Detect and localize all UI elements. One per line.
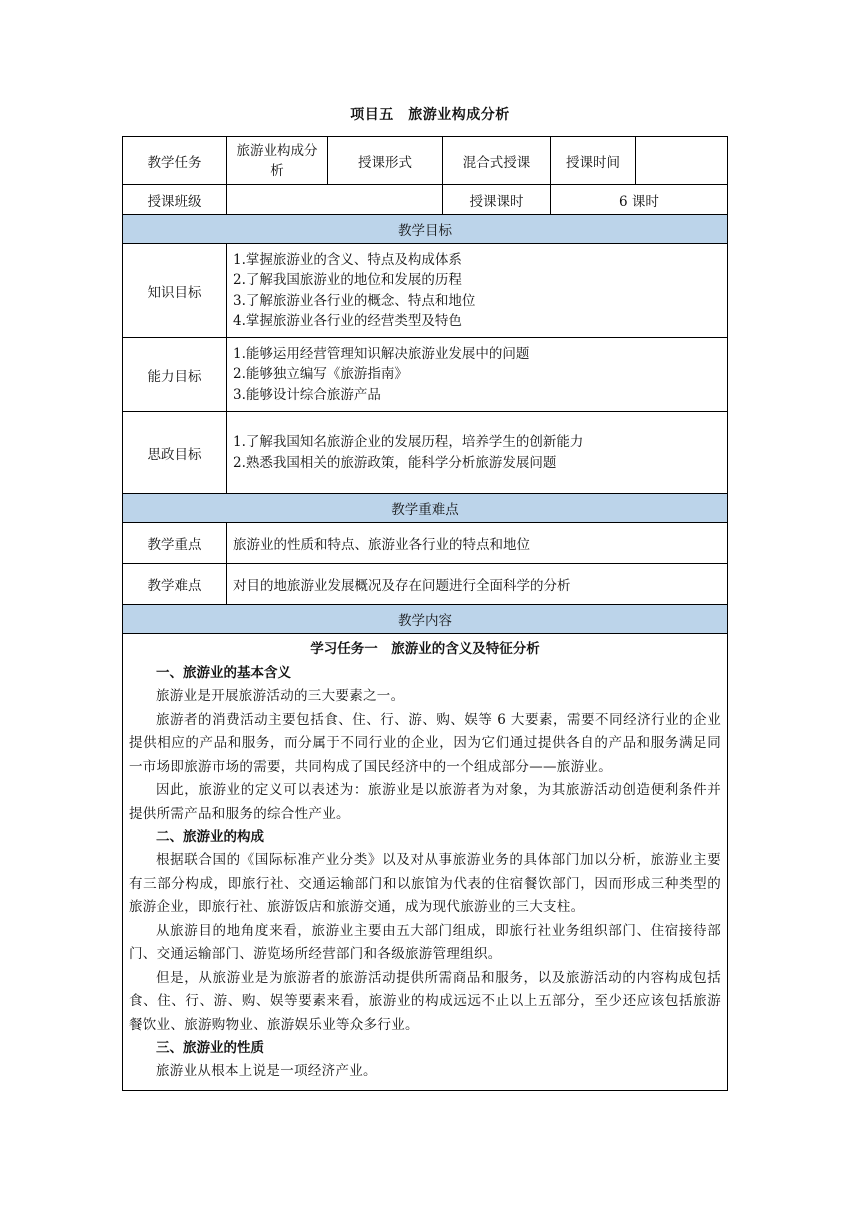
knowledge-list — [227, 244, 728, 338]
table-row — [123, 244, 728, 338]
class-label: 授课班级 — [123, 185, 227, 215]
ability-label: 能力目标 — [123, 338, 227, 412]
hours-value: 6 课时 — [551, 185, 728, 215]
table-row — [123, 215, 728, 244]
task-title: 学习任务一 旅游业的含义及特征分析 — [310, 641, 540, 657]
table-row — [123, 523, 728, 564]
ideology-label: 思政目标 — [123, 412, 227, 494]
list-item: 2.熟悉我国相关的旅游政策，能科学分析旅游发展问题 — [233, 454, 557, 471]
paragraph: 因此，旅游业的定义可以表述为：旅游业是以旅游者为对象，为其旅游活动创造便利条件并提供所需产品和服务的综合性产业。 — [129, 782, 721, 822]
table-row — [123, 605, 728, 634]
paragraph: 旅游者的消费活动主要包括食、住、行、游、购、娱等 6 大要素，需要不同经济行业的企业提供相应的产品和服务，而分属于不同行业的企业，因为它们通过提供各自的产品和服务满足同一市场即旅游市场的需要，共同构成了国民经济中的一个组成部分——旅游业。 — [129, 711, 721, 775]
list-item: 1.掌握旅游业的含义、特点及构成体系 — [233, 251, 462, 268]
table-row — [123, 564, 728, 605]
difficulty-label: 教学难点 — [123, 564, 227, 605]
task-label: 教学任务 — [123, 137, 227, 185]
section-heading: 二、旅游业的构成 — [156, 829, 264, 845]
difficulty-value: 对目的地旅游业发展概况及存在问题进行全面科学的分析 — [227, 564, 728, 605]
list-item: 1.能够运用经营管理知识解决旅游业发展中的问题 — [233, 345, 530, 362]
paragraph: 旅游业是开展旅游活动的三大要素之一。 — [156, 688, 405, 704]
time-label: 授课时间 — [551, 137, 636, 185]
list-item: 3.了解旅游业各行业的概念、特点和地位 — [233, 292, 476, 309]
form-value: 混合式授课 — [443, 137, 551, 185]
form-label: 授课形式 — [328, 137, 443, 185]
content-body — [123, 634, 728, 1091]
content-header: 教学内容 — [123, 605, 728, 634]
keypoints-header: 教学重难点 — [123, 494, 728, 523]
list-item: 3.能够设计综合旅游产品 — [233, 386, 381, 403]
table-row — [123, 494, 728, 523]
paragraph: 但是，从旅游业是为旅游者的旅游活动提供所需商品和服务，以及旅游活动的内容构成包括食、住、行、游、购、娱等要素来看，旅游业的构成远远不止以上五部分，至少还应该包括旅游餐饮业、旅游购物业、旅游娱乐业等众多行业。 — [129, 969, 721, 1033]
table-row — [123, 338, 728, 412]
list-item: 2.了解我国旅游业的地位和发展的历程 — [233, 272, 462, 288]
list-item: 2.能够独立编写《旅游指南》 — [233, 366, 408, 383]
objectives-header: 教学目标 — [123, 215, 728, 244]
paragraph: 根据联合国的《国际标准产业分类》以及对从事旅游业务的具体部门加以分析，旅游业主要有三部分构成，即旅行社、交通运输部门和以旅馆为代表的住宿餐饮部门，因而形成三种类型的旅游企业，即旅行社、旅游饭店和旅游交通，成为现代旅游业的三大支柱。 — [129, 852, 721, 915]
table-row — [123, 185, 728, 215]
table-row — [123, 137, 728, 185]
knowledge-label: 知识目标 — [123, 244, 227, 338]
ideology-list — [227, 412, 728, 494]
ability-list — [227, 338, 728, 412]
focus-value: 旅游业的性质和特点、旅游业各行业的特点和地位 — [227, 523, 728, 564]
list-item: 4.掌握旅游业各行业的经营类型及特色 — [233, 313, 462, 329]
lesson-plan-table — [122, 136, 728, 1091]
section-heading: 一、旅游业的基本含义 — [156, 665, 291, 681]
class-value — [227, 185, 443, 215]
time-value — [636, 137, 728, 185]
page-title: 项目五 旅游业构成分析 — [350, 107, 510, 123]
list-item: 1.了解我国知名旅游企业的发展历程，培养学生的创新能力 — [233, 434, 584, 450]
table-row — [123, 634, 728, 1091]
hours-label: 授课课时 — [443, 185, 551, 215]
table-row — [123, 412, 728, 494]
task-value: 旅游业构成分析 — [227, 137, 328, 185]
paragraph: 从旅游目的地角度来看，旅游业主要由五大部门组成，即旅行社业务组织部门、住宿接待部门、交通运输部门、游览场所经营部门和各级旅游管理组织。 — [129, 922, 721, 962]
section-heading: 三、旅游业的性质 — [156, 1040, 264, 1056]
paragraph: 旅游业从根本上说是一项经济产业。 — [156, 1063, 377, 1079]
focus-label: 教学重点 — [123, 523, 227, 564]
